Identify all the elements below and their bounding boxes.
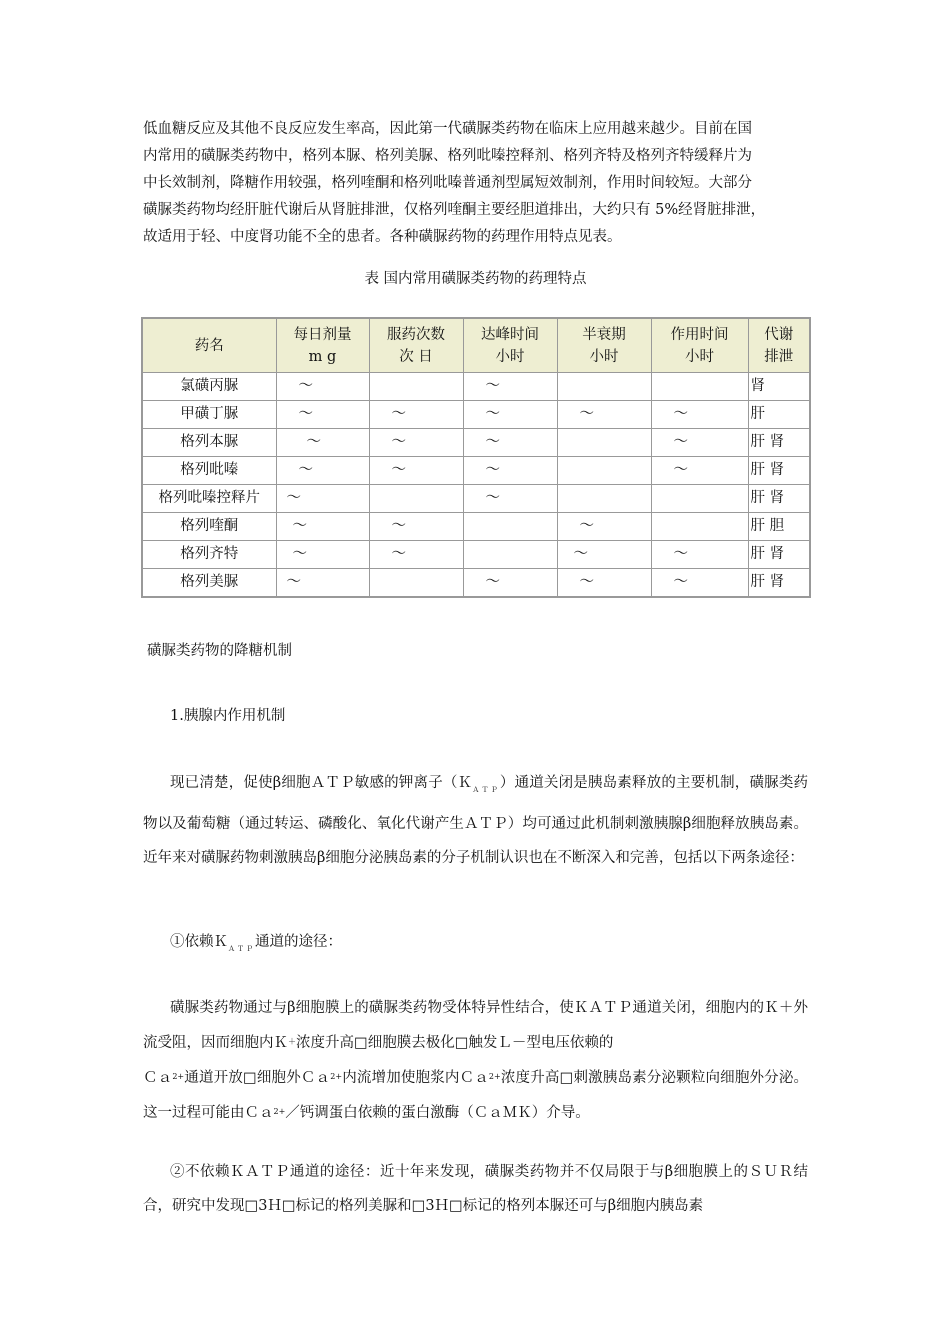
table-cell: ～ [276,541,369,569]
drug-name-cell: 格列本脲 [142,429,276,457]
table-row [142,485,810,513]
section-title: 磺脲类药物的降糖机制 [147,643,292,659]
table-cell: ～ [463,429,557,457]
table-cell: ～ [369,429,463,457]
table-cell: ～ [369,541,463,569]
drug-name-cell: 格列美脲 [142,569,276,598]
subsection-title: 1.胰腺内作用机制 [170,708,286,724]
intro-line: 中长效制剂，降糖作用较强，格列喹酮和格列吡嗪普通剂型属短效制剂，作用时间较短。大部分 [143,175,752,191]
drug-name-cell: 格列吡嗪控释片 [142,485,276,513]
table-row [142,401,810,429]
table-cell: ～ [651,569,748,598]
table-cell: ～ [651,541,748,569]
table-cell [557,457,651,485]
table-cell [463,541,557,569]
table-cell: ～ [369,457,463,485]
header-dose-frequency: 服药次数 次 日 [369,318,463,373]
drug-name-cell: 格列齐特 [142,541,276,569]
path-one-paragraph: 磺脲类药物通过与β细胞膜上的磺脲类药物受体特异性结合，使ＫＡＴＰ通道关闭，细胞内的Ｋ＋外流受阻，因而细胞内Ｋ＋浓度升高□细胞膜去极化□触发Ｌ－型电压依赖的 Ｃａ$^{2+}$通道开放□细胞外Ｃａ$^{2+}$内流增加使胞浆内Ｃａ$^{2+}$浓度升高□刺激胰岛素分泌颗粒向细胞外分泌。这一过程可能由Ｃａ$^{2+}$／钙调蛋白依赖的蛋白激酶（ＣａＭＫ）介导。 [143,1000,809,1121]
intro-line: 内常用的磺脲类药物中，格列本脲、格列美脲、格列吡嗪控释剂、格列齐特及格列齐特缓释片为 [143,148,752,164]
path-two-paragraph: ②不依赖ＫＡＴＰ通道的途径：近十年来发现，磺脲类药物并不仅局限于与β细胞膜上的ＳＵＲ结合，研究中发现□3Ｈ□标记的格列美脲和□3Ｈ□标记的格列本脲还可与β细胞内胰岛素 [143,1164,808,1214]
table-row [142,541,810,569]
table-cell: ～ [276,513,369,541]
drug-name-cell: 甲磺丁脲 [142,401,276,429]
drug-name-cell: 氯磺丙脲 [142,373,276,401]
table-cell: ～ [651,457,748,485]
table-cell: 肝 肾 [748,485,810,513]
drug-properties-table [141,317,811,598]
table-cell: 肝 胆 [748,513,810,541]
table-row [142,373,810,401]
table-cell [463,513,557,541]
table-cell: ～ [463,485,557,513]
header-half-life: 半衰期 小时 [557,318,651,373]
header-metabolism: 代谢 排泄 [748,318,810,373]
table-cell [651,485,748,513]
table-row [142,429,810,457]
table-cell: ～ [463,373,557,401]
drug-name-cell: 格列喹酮 [142,513,276,541]
table-cell: ～ [369,401,463,429]
table-row [142,457,810,485]
table-cell [557,373,651,401]
table-cell: ～ [463,569,557,598]
table-cell: ～ [651,429,748,457]
drug-name-cell: 格列吡嗪 [142,457,276,485]
table-cell: ～ [557,569,651,598]
table-cell: 肾 [748,373,810,401]
table-cell: ～ [463,457,557,485]
table-cell [651,513,748,541]
table-cell: ～ [276,457,369,485]
table-row [142,513,810,541]
table-row [142,569,810,598]
table-cell: ～ [276,401,369,429]
table-cell: ～ [651,401,748,429]
table-cell [651,373,748,401]
header-drug-name: 药名 [142,318,276,373]
intro-line: 故适用于轻、中度肾功能不全的患者。各种磺脲药物的药理作用特点见表。 [143,229,622,245]
header-daily-dose: 每日剂量 m g [276,318,369,373]
table-cell [557,485,651,513]
table-cell: 肝 肾 [748,569,810,598]
table-cell: 肝 肾 [748,457,810,485]
mechanism-paragraph: 现已清楚，促使β细胞ＡＴＰ敏感的钾离子（Ｋ$_{ATP}$）通道关闭是胰岛素释放的主要机制，磺脲类药物以及葡萄糖（通过转运、磷酸化、氧化代谢产生ＡＴＰ）均可通过此机制刺激胰腺β细胞释放胰岛素。近年来对磺脲药物刺激胰岛β细胞分泌胰岛素的分子机制认识也在不断深入和完善，包括以下两条途径： [143,775,809,866]
table-cell: ～ [276,485,369,513]
intro-paragraph [143,116,808,251]
table-cell: 肝 肾 [748,541,810,569]
table-cell [557,429,651,457]
intro-line: 磺脲类药物均经肝脏代谢后从肾脏排泄，仅格列喹酮主要经胆道排出，大约只有 5%经肾脏排泄， [143,202,766,218]
intro-line: 低血糖反应及其他不良反应发生率高，因此第一代磺脲类药物在临床上应用越来越少。目前在国 [143,121,752,137]
table-cell: ～ [276,569,369,598]
path-one-heading: ①依赖Ｋ$_{ATP}$通道的途径： [170,934,342,953]
table-cell: ～ [276,429,369,457]
table-cell [369,373,463,401]
table-cell [369,485,463,513]
table-cell: 肝 肾 [748,429,810,457]
table-cell: ～ [463,401,557,429]
header-peak-time: 达峰时间 小时 [463,318,557,373]
table-cell: ～ [369,513,463,541]
table-cell: 肝 [748,401,810,429]
table-cell: ～ [557,401,651,429]
table-cell: ～ [557,513,651,541]
table-cell: ～ [557,541,651,569]
table-caption: 表 国内常用磺脲类药物的药理特点 [364,271,587,287]
header-duration: 作用时间 小时 [651,318,748,373]
table-cell [369,569,463,598]
table-cell: ～ [276,373,369,401]
table-header-row [142,318,810,373]
